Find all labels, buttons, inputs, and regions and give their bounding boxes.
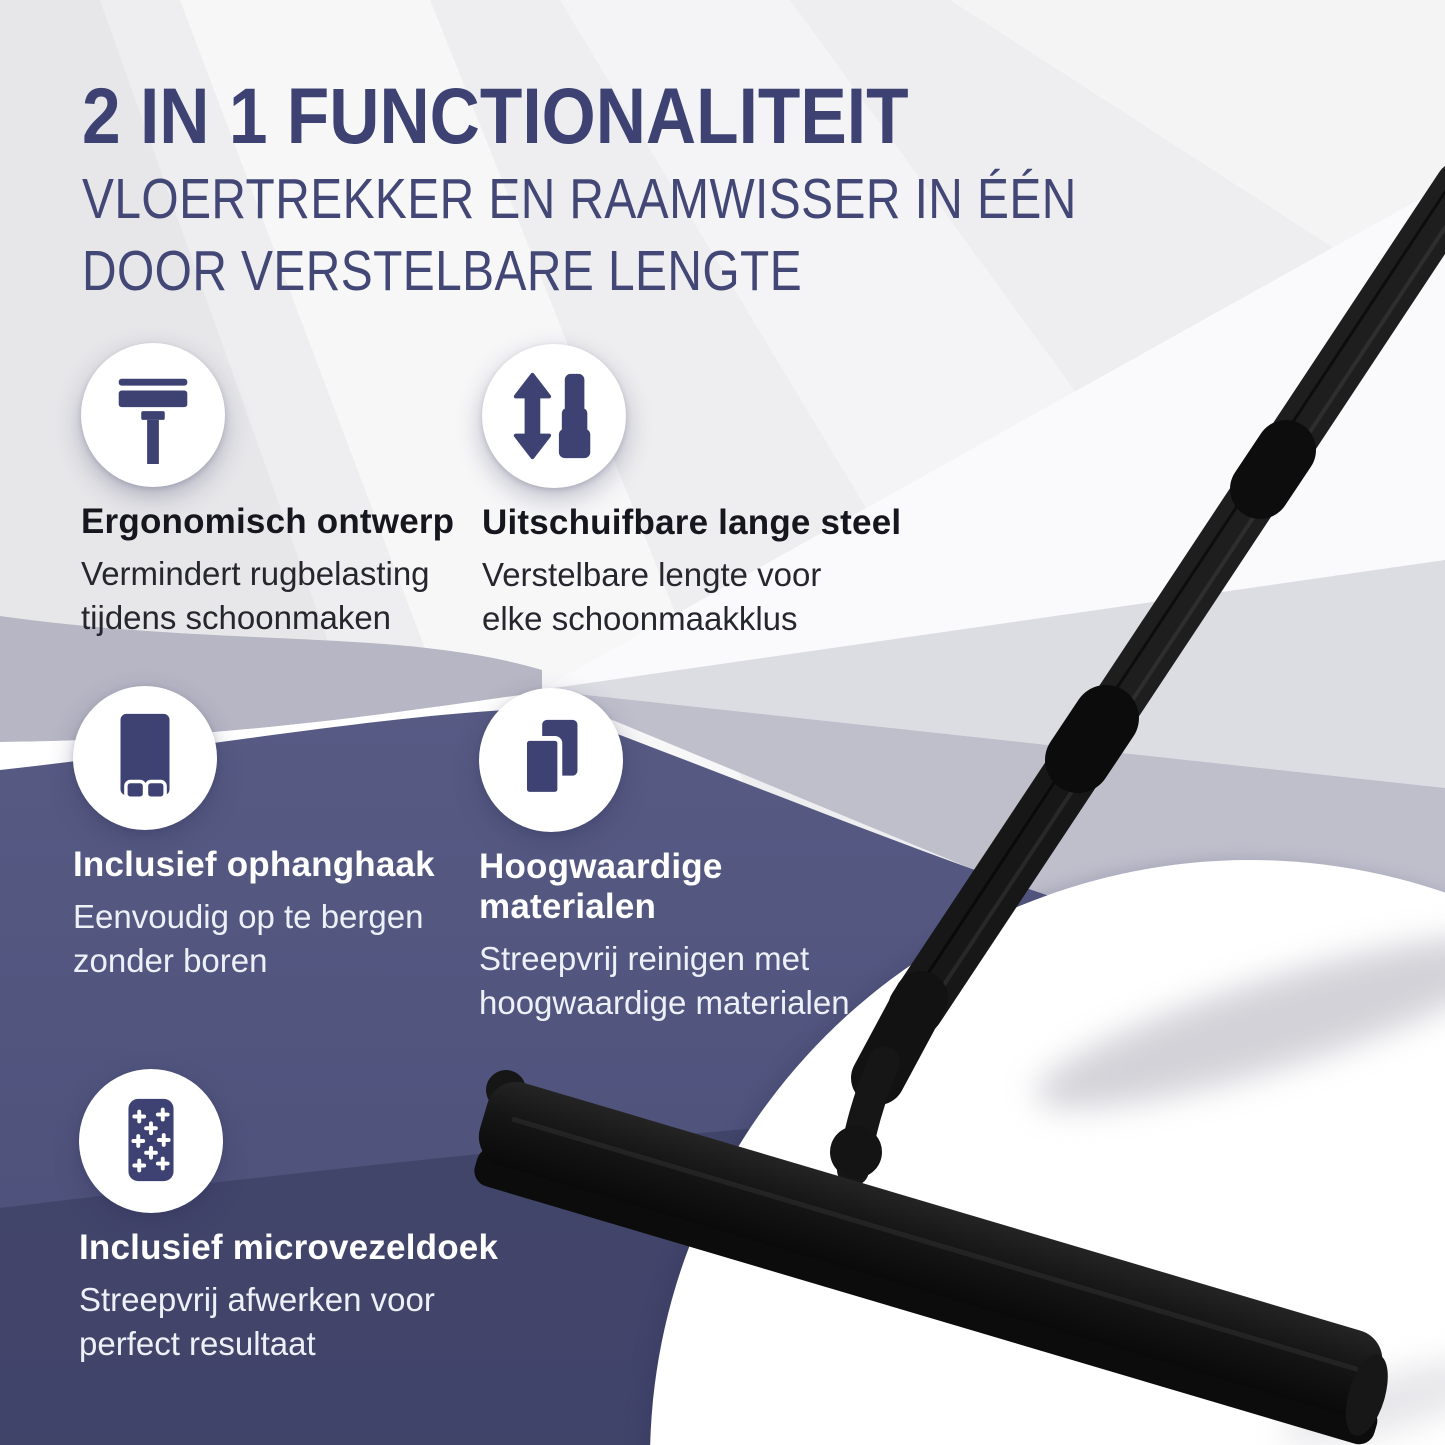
feature-text-line: Vermindert rugbelasting (81, 555, 430, 592)
feature-hanging-hook (73, 686, 493, 983)
feature-microfiber-cloth (79, 1069, 499, 1366)
feature-text-line: hoogwaardige materialen (479, 984, 850, 1021)
feature-ergonomic (81, 343, 501, 640)
feature-icon-circle (482, 344, 626, 488)
feature-text-line: Streepvrij reinigen met (479, 940, 810, 977)
feature-extendable-handle (482, 344, 902, 641)
feature-text-line: zonder boren (73, 942, 268, 979)
feature-icon-circle (81, 343, 225, 487)
hanging-hook-icon (96, 709, 194, 807)
feature-icon-circle (79, 1069, 223, 1213)
pole-joint-collar (1078, 718, 1106, 760)
squeegee-icon (104, 366, 202, 464)
feature-text-line: Verstelbare lengte voor (482, 556, 822, 593)
feature-icon-circle (73, 686, 217, 830)
feature-text-line: tijdens schoonmaken (81, 599, 392, 636)
feature-text-line: elke schoonmaakklus (482, 600, 798, 637)
feature-title: Uitschuifbare lange steel (482, 503, 902, 542)
page-title: 2 IN 1 FUNCTIONALITEIT (82, 71, 909, 160)
feature-text-line: Eenvoudig op te bergen (73, 898, 424, 935)
feature-text-line: perfect resultaat (79, 1325, 316, 1362)
feature-title: Inclusief microvezeldoek (79, 1228, 499, 1267)
microfiber-cloth-icon (102, 1092, 200, 1190)
feature-text-line: Streepvrij afwerken voor (79, 1281, 435, 1318)
quality-materials-icon (502, 711, 600, 809)
feature-title: Hoogwaardige materialen (479, 847, 723, 926)
feature-title: Ergonomisch ontwerp (81, 502, 455, 541)
feature-quality-materials (479, 688, 899, 1025)
pole-joint-collar (1260, 450, 1286, 489)
feature-title: Inclusief ophanghaak (73, 845, 435, 884)
feature-icon-circle (479, 688, 623, 832)
extendable-handle-icon (505, 367, 603, 465)
page-subtitle-line-1: VLOERTREKKER EN RAAMWISSER IN ÉÉN (82, 167, 1077, 231)
page-subtitle-line-2: DOOR VERSTELBARE LENGTE (82, 239, 803, 303)
